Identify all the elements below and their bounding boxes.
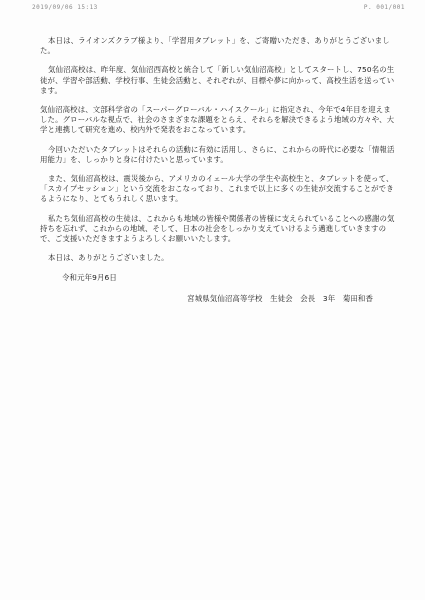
signature: 宮城県気仙沼高等学校 生徒会 会長 3年 菊田和香 bbox=[187, 293, 373, 303]
fax-timestamp: 2019/09/06 15:13 bbox=[32, 4, 98, 11]
letter-date: 令和元年9月6日 bbox=[62, 273, 117, 283]
closing-line: 本日は、ありがとうございました。 bbox=[48, 253, 169, 263]
paragraph-sgh: 気仙沼高校は、文部科学省の「スーパーグローバル・ハイスクール」に指定され、今年で4年目を迎えました。グローバルな視点で、社会のさまざまな課題をとらえ、それらを解決できるよう地域の方々や、大学と連携して研究を進め、校内外で発表をおこなっています。 bbox=[40, 105, 395, 135]
fax-page-number: P. 001/001 bbox=[363, 4, 405, 11]
paragraph-tablet-use: 今回いただいたタブレットはそれらの活動に有効に活用し、さらに、これからの時代に必要な「情報活用能力」を、しっかりと身に付けたいと思っています。 bbox=[40, 144, 395, 164]
fax-header bbox=[0, 4, 425, 14]
paragraph-skype-session: また、気仙沼高校は、震災後から、アメリカのイェール大学の学生や高校生と、タブレットを使って、「スカイプセッション」という交流をおこなっており、これまで以上に多くの生徒が交流することができるようになり、とてもうれしく思います。 bbox=[40, 174, 394, 204]
letter-body bbox=[40, 36, 395, 311]
paragraph-gratitude: 本日は、ライオンズクラブ様より、「学習用タブレット」を、ご寄贈いただき、ありがとうございました。 bbox=[40, 36, 390, 56]
paragraph-commitment: 私たち気仙沼高校の生徒は、これからも地域の皆様や関係者の皆様に支えられていることへの感謝の気持ちを忘れず、これからの地域、そして、日本の社会をしっかり支えていけるよう邁進していきますので、ご支援いただきますようよろしくお願いいたします。 bbox=[40, 213, 395, 244]
paragraph-school-intro: 気仙沼高校は、昨年度、気仙沼西高校と統合して「新しい気仙沼高校」としてスタートし、750名の生徒が、学習や部活動、学校行事、生徒会活動と、それぞれが、目標や夢に向かって、高校生活を送っています。 bbox=[40, 65, 395, 95]
